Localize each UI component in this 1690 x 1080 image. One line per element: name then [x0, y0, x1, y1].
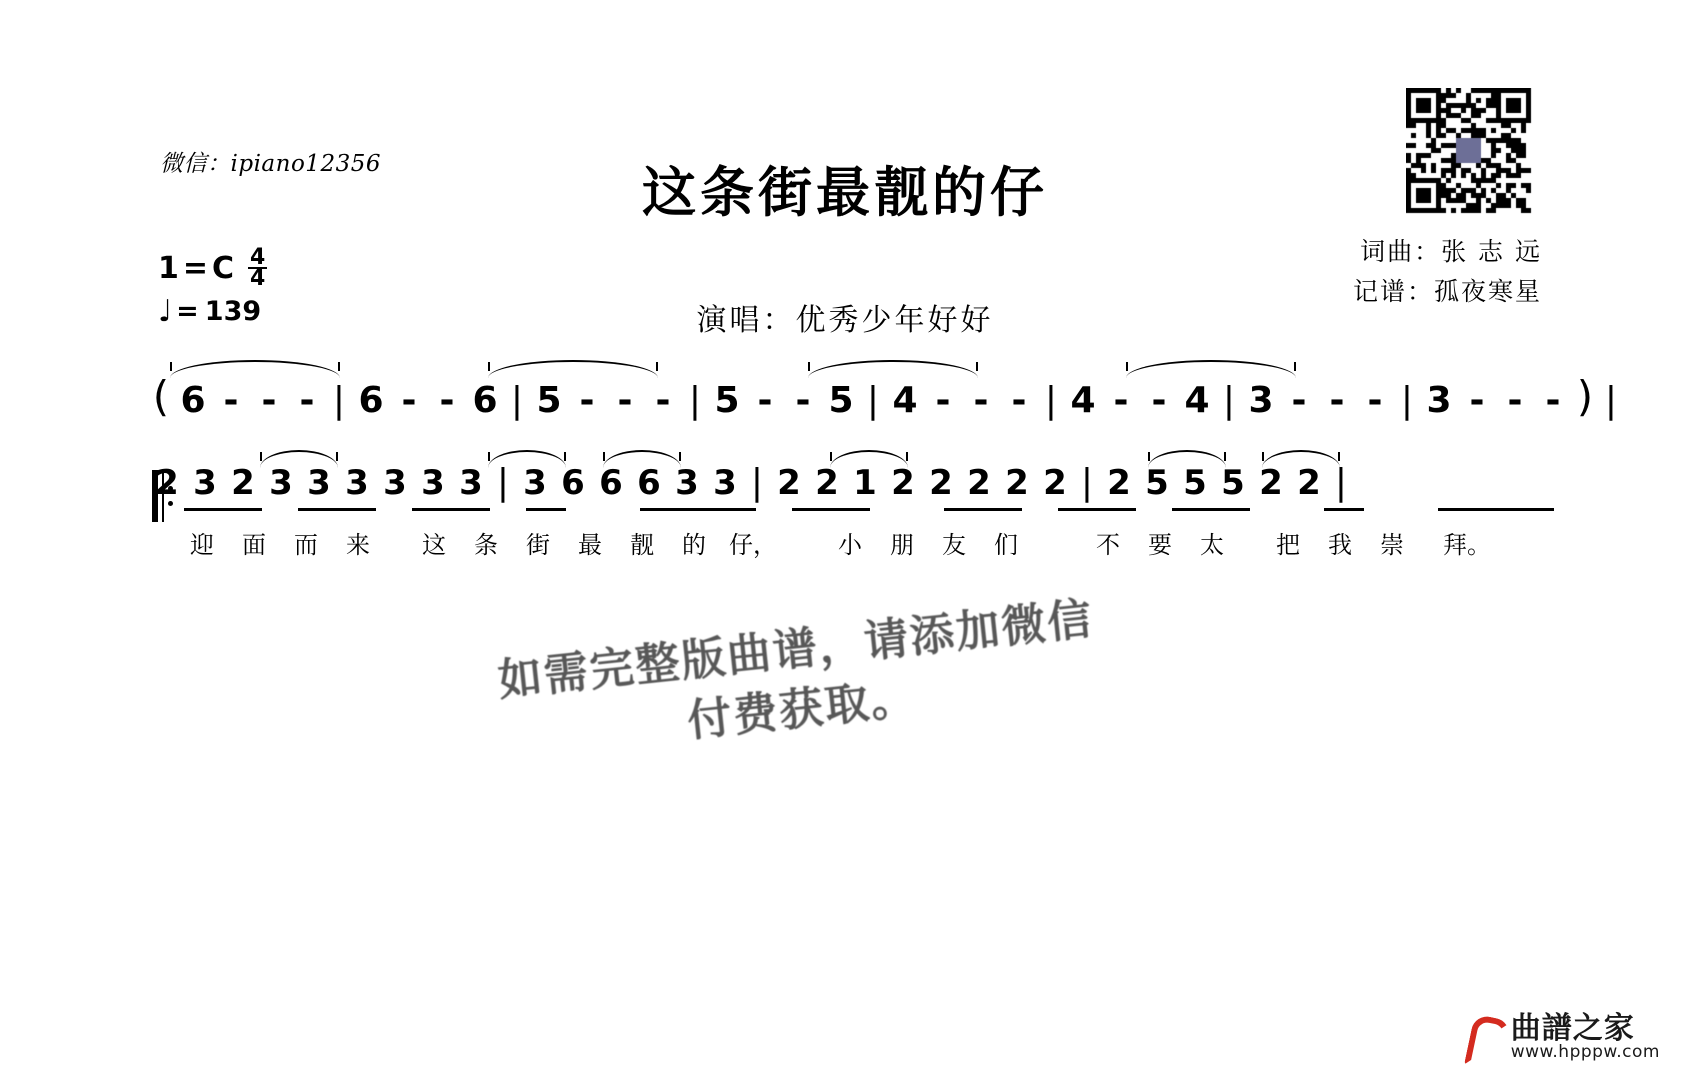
slur-arc	[808, 360, 978, 378]
note-number: 4	[1184, 380, 1210, 421]
note-number: 6	[180, 380, 206, 421]
beam-underline	[1438, 508, 1554, 511]
credit-composer: 词曲：张 志 远	[1360, 237, 1542, 266]
note-dash: -	[223, 380, 239, 421]
beam-underline	[184, 508, 262, 511]
note-number: 6	[358, 380, 384, 421]
note-dash: -	[1329, 380, 1345, 421]
slur-arc	[488, 360, 658, 378]
time-signature-bottom: 4	[250, 266, 266, 291]
tempo-marking	[158, 296, 261, 327]
note-number: 6	[637, 463, 661, 503]
barline: |	[1080, 462, 1094, 503]
notes-row-verse	[148, 462, 1354, 503]
note-number: 3	[713, 463, 737, 503]
note-number: 5	[828, 380, 854, 421]
note-dash: -	[1113, 380, 1129, 421]
note-dash: -	[757, 380, 773, 421]
music-hook-icon	[1463, 1015, 1503, 1059]
qr-code-icon	[1406, 88, 1542, 218]
note-number: 2	[777, 463, 801, 503]
note-number: 3	[1426, 380, 1452, 421]
slur-arc	[1126, 360, 1296, 378]
site-url: www.hpppw.com	[1510, 1042, 1660, 1063]
beam-underline	[526, 508, 566, 511]
staff-line-verse	[148, 462, 1354, 503]
note-number: 2	[231, 463, 255, 503]
note-number: 2	[155, 463, 179, 503]
lyric-syllable: 友	[942, 531, 966, 559]
lyric-syllable: 把	[1276, 531, 1300, 559]
note-number: 5	[714, 380, 740, 421]
slur-arc	[260, 450, 338, 468]
lyric-syllable: 迎	[190, 531, 214, 559]
page-title: 这条街最靓的仔	[642, 161, 1048, 224]
note-dash: -	[401, 380, 417, 421]
note-dash: -	[439, 380, 455, 421]
quarter-note-icon: ♩	[158, 294, 173, 329]
slur-arc	[1148, 450, 1226, 468]
lyric-syllable: 崇	[1380, 531, 1404, 559]
lyric-syllable: 拜。	[1443, 531, 1491, 559]
lyric-syllable: 太	[1200, 531, 1224, 559]
key-signature	[158, 245, 267, 291]
beam-underline	[944, 508, 1022, 511]
note-number: (	[152, 372, 170, 421]
note-number: 6	[599, 463, 623, 503]
note-number: 2	[815, 463, 839, 503]
barline: |	[688, 380, 702, 421]
beam-underline	[1172, 508, 1250, 511]
note-dash: -	[1469, 380, 1485, 421]
slur-arc	[1262, 450, 1340, 468]
wechat-contact-tag: 微信：ipiano12356	[160, 151, 381, 177]
note-dash: -	[617, 380, 633, 421]
lyric-syllable: 我	[1328, 531, 1352, 559]
purchase-notice: 如需完整版曲谱，请添加微信付费获取。	[495, 593, 1096, 747]
lyric-syllable: 条	[474, 531, 498, 559]
lyric-syllable: 们	[994, 531, 1018, 559]
lyric-syllable: 朋	[890, 531, 914, 559]
slur-arc	[488, 450, 566, 468]
singer-credit: 演唱：优秀少年好好	[696, 303, 994, 338]
beam-underline	[298, 508, 376, 511]
beam-underline	[1058, 508, 1136, 511]
lyric-syllable: 小	[838, 531, 862, 559]
note-number: 2	[1005, 463, 1029, 503]
time-signature	[248, 245, 267, 291]
lyric-syllable: 不	[1096, 531, 1120, 559]
note-dash: -	[1545, 380, 1561, 421]
slur-arc	[830, 450, 908, 468]
note-number: 3	[459, 463, 483, 503]
note-number: 3	[1248, 380, 1274, 421]
note-number: 5	[1145, 463, 1169, 503]
barline: |	[1400, 380, 1414, 421]
lyric-syllable: 最	[578, 531, 602, 559]
note-number: 3	[345, 463, 369, 503]
note-number: 4	[1070, 380, 1096, 421]
beam-underline	[640, 508, 756, 511]
key-letter: C	[212, 250, 235, 286]
barline: |	[1604, 380, 1618, 421]
note-number: 2	[891, 463, 915, 503]
note-number: 2	[1107, 463, 1131, 503]
note-dash: -	[795, 380, 811, 421]
slur-arc	[603, 450, 681, 468]
lyric-syllable: 的	[682, 531, 706, 559]
note-number: 3	[383, 463, 407, 503]
key-number: 1	[158, 250, 179, 286]
note-dash: -	[261, 380, 277, 421]
note-number: 3	[523, 463, 547, 503]
note-dash: -	[1151, 380, 1167, 421]
barline: |	[332, 380, 346, 421]
barline: |	[866, 380, 880, 421]
lyric-syllable: 要	[1148, 531, 1172, 559]
barline: |	[1222, 380, 1236, 421]
tempo-equals: =	[176, 296, 199, 327]
lyric-syllable: 靓	[630, 531, 654, 559]
lyric-syllable: 仔，	[729, 531, 777, 559]
lyric-syllable: 而	[294, 531, 318, 559]
barline: |	[496, 462, 510, 503]
note-number: 3	[675, 463, 699, 503]
notes-row-intro	[148, 372, 1624, 421]
note-dash: -	[1507, 380, 1523, 421]
lyric-syllable: 这	[422, 531, 446, 559]
note-dash: -	[935, 380, 951, 421]
note-number: 6	[561, 463, 585, 503]
barline: |	[1334, 462, 1348, 503]
note-number: 2	[967, 463, 991, 503]
lyric-syllable: 来	[346, 531, 370, 559]
tempo-bpm: 139	[204, 296, 262, 327]
note-number: 2	[1297, 463, 1321, 503]
note-number: 1	[853, 463, 877, 503]
note-number: 5	[1221, 463, 1245, 503]
note-number: 2	[929, 463, 953, 503]
note-dash: -	[299, 380, 315, 421]
credits-block	[1353, 232, 1542, 312]
note-dash: -	[655, 380, 671, 421]
note-dash: -	[1011, 380, 1027, 421]
beam-underline	[792, 508, 870, 511]
credit-transcriber: 记谱：孤夜寒星	[1352, 277, 1542, 306]
time-signature-top: 4	[250, 245, 266, 270]
note-number: 3	[421, 463, 445, 503]
barline: |	[750, 462, 764, 503]
note-number: )	[1576, 372, 1594, 421]
note-number: 2	[1043, 463, 1067, 503]
barline: |	[510, 380, 524, 421]
note-number: 3	[193, 463, 217, 503]
site-name: 曲譜之家	[1510, 1010, 1635, 1046]
key-equals: =	[182, 250, 209, 286]
note-number: 3	[307, 463, 331, 503]
lyric-syllable: 面	[242, 531, 266, 559]
site-logo[interactable]	[1463, 1010, 1660, 1063]
note-number: 5	[536, 380, 562, 421]
note-dash: -	[1367, 380, 1383, 421]
lyric-syllable: 街	[526, 531, 550, 559]
note-number: 6	[472, 380, 498, 421]
note-number: 4	[892, 380, 918, 421]
staff-line-intro	[148, 372, 1624, 421]
note-dash: -	[579, 380, 595, 421]
note-number: 5	[1183, 463, 1207, 503]
note-dash: -	[973, 380, 989, 421]
note-number: 3	[269, 463, 293, 503]
barline: |	[1044, 380, 1058, 421]
beam-underline	[412, 508, 490, 511]
slur-arc	[170, 360, 340, 378]
note-dash: -	[1291, 380, 1307, 421]
note-number: 2	[1259, 463, 1283, 503]
beam-underline	[1324, 508, 1364, 511]
